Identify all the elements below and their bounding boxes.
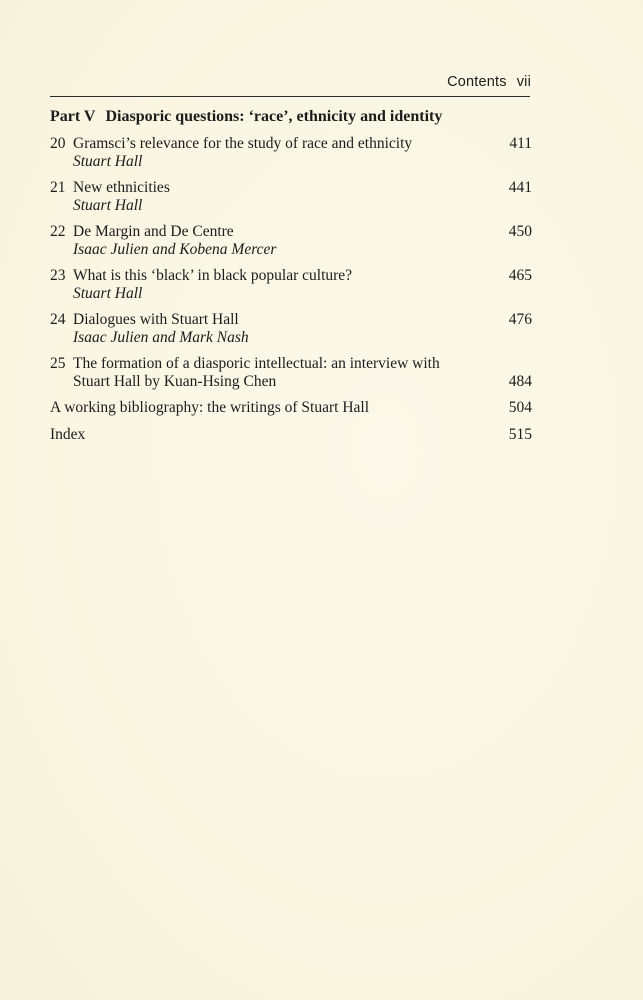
running-head <box>447 74 531 90</box>
chapter-page-number: 476 <box>508 311 532 328</box>
running-head-label: Contents <box>447 74 507 90</box>
back-matter-title: Index <box>50 426 86 443</box>
page-folio: vii <box>516 74 531 90</box>
chapter-author: Isaac Julien and Mark Nash <box>73 329 249 346</box>
chapter-title: De Margin and De Centre <box>73 223 234 240</box>
chapter-number: 24 <box>50 311 66 328</box>
chapter-page-number: 441 <box>508 179 532 196</box>
chapter-title: What is this ‘black’ in black popular culture? <box>73 267 353 284</box>
header-rule <box>50 96 530 97</box>
chapter-title-line-2: Stuart Hall by Kuan-Hsing Chen <box>73 373 277 390</box>
toc-entry-20[interactable] <box>50 135 532 171</box>
chapter-author: Stuart Hall <box>73 153 143 170</box>
chapter-number: 22 <box>50 223 66 240</box>
chapter-number: 21 <box>50 179 66 196</box>
back-matter-page-number: 515 <box>508 426 532 443</box>
chapter-number: 20 <box>50 135 66 152</box>
chapter-page-number: 484 <box>508 373 532 390</box>
back-matter-title: A working bibliography: the writings of Stuart Hall <box>50 399 370 416</box>
toc-entry-25[interactable] <box>50 355 532 391</box>
chapter-page-number: 465 <box>508 267 532 284</box>
chapter-title: New ethnicities <box>73 179 170 196</box>
chapter-author: Stuart Hall <box>73 197 143 214</box>
chapter-page-number: 411 <box>509 135 532 152</box>
part-label: Part V <box>50 108 96 125</box>
chapter-number: 25 <box>50 355 66 372</box>
part-title: Diasporic questions: ‘race’, ethnicity and identity <box>105 108 443 125</box>
chapter-number: 23 <box>50 267 66 284</box>
toc-entry-24[interactable] <box>50 311 532 347</box>
back-matter-page-number: 504 <box>508 399 532 416</box>
chapter-title: Gramsci’s relevance for the study of race and ethnicity <box>73 135 413 152</box>
toc-entry-22[interactable] <box>50 223 532 259</box>
chapter-page-number: 450 <box>508 223 532 240</box>
chapter-title-line-1: The formation of a diasporic intellectual: an interview with <box>73 355 440 372</box>
toc-entry-23[interactable] <box>50 267 532 303</box>
table-of-contents <box>50 135 532 444</box>
chapter-title: Dialogues with Stuart Hall <box>73 311 239 328</box>
part-heading <box>50 108 442 126</box>
chapter-author: Isaac Julien and Kobena Mercer <box>73 241 277 258</box>
toc-entry-21[interactable] <box>50 179 532 215</box>
toc-entry-bibliography[interactable] <box>50 399 532 417</box>
toc-entry-index[interactable] <box>50 426 532 444</box>
chapter-author: Stuart Hall <box>73 285 143 302</box>
